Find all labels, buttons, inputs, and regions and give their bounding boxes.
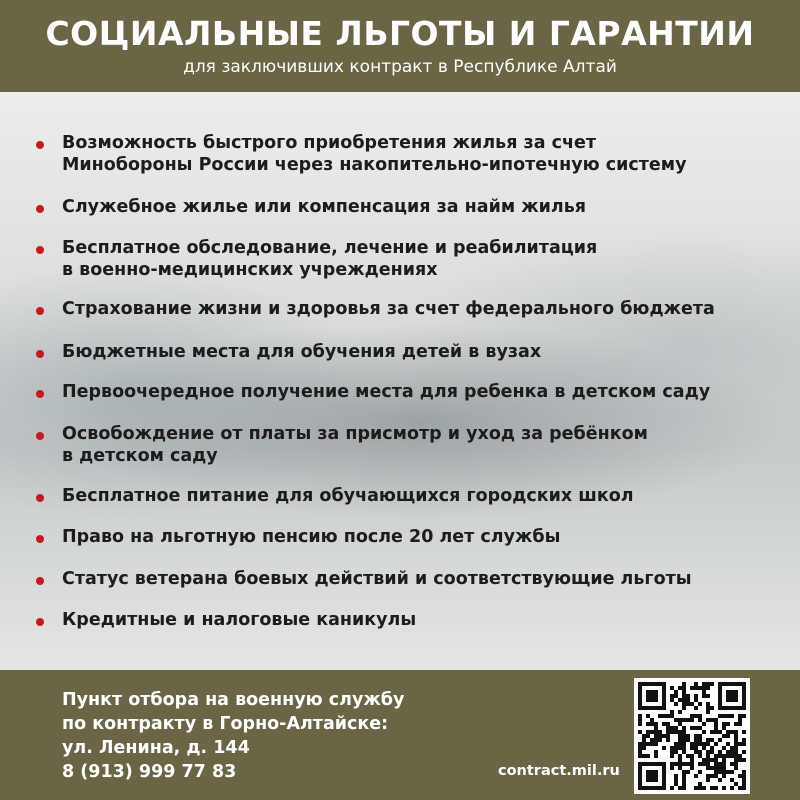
benefit-line: Возможность быстрого приобретения жилья за счет [62,133,596,153]
bullet-dot-icon [36,535,44,543]
benefit-line: Право на льготную пенсию после 20 лет службы [62,527,561,547]
benefit-line: Бесплатное питание для обучающихся городских школ [62,486,634,506]
benefit-line: Статус ветерана боевых действий и соответствующие льготы [62,569,692,589]
benefit-text [62,526,792,548]
benefit-line: Служебное жилье или компенсация за найм жилья [62,197,587,217]
benefit-text [62,196,792,218]
benefit-line: Освобождение от платы за присмотр и уход за ребёнком [62,424,648,444]
bullet-dot-icon [36,577,44,585]
bullet-dot-icon [36,246,44,254]
bullet-dot-icon [36,390,44,398]
benefit-text [62,341,792,363]
benefit-text [62,485,792,507]
benefit-text [62,568,792,590]
benefit-line: Бюджетные места для обучения детей в вузах [62,342,542,362]
benefits-panel [0,92,800,670]
bullet-dot-icon [36,307,44,315]
contact-line: по контракту в Горно-Алтайске: [62,714,389,734]
qr-code-graphic [634,678,750,794]
benefit-line: Первоочередное получение места для ребенка в детском саду [62,382,711,402]
bullet-dot-icon [36,432,44,440]
contact-line: Пункт отбора на военную службу [62,690,405,710]
phone-number: 8 (913) 999 77 83 [62,762,237,782]
benefit-line: Минобороны России через накопительно-ипотечную систему [62,155,687,175]
benefit-line: Кредитные и налоговые каникулы [62,610,417,630]
bullet-dot-icon [36,141,44,149]
bullet-dot-icon [36,350,44,358]
benefit-line: Страхование жизни и здоровья за счет федерального бюджета [62,299,715,319]
page-subtitle: для заключивших контракт в Республике Алтай [183,57,617,77]
website-link[interactable]: contract.mil.ru [498,763,620,779]
benefit-line: в детском саду [62,446,218,466]
benefit-text [62,381,792,403]
benefit-text [62,237,792,281]
footer-banner [0,670,800,800]
bullet-dot-icon [36,205,44,213]
benefit-line: в военно-медицинских учреждениях [62,260,438,280]
bullet-dot-icon [36,494,44,502]
recruitment-contact [62,688,404,784]
header-banner [0,0,800,92]
bullet-dot-icon [36,618,44,626]
benefit-text [62,609,792,631]
benefit-text [62,423,792,467]
benefit-line: Бесплатное обследование, лечение и реабилитация [62,238,598,258]
benefit-text [62,298,792,320]
qr-code-icon[interactable] [634,678,750,794]
page-title: СОЦИАЛЬНЫЕ ЛЬГОТЫ И ГАРАНТИИ [45,14,755,53]
benefit-text [62,132,792,176]
street-address: ул. Ленина, д. 144 [62,738,250,758]
